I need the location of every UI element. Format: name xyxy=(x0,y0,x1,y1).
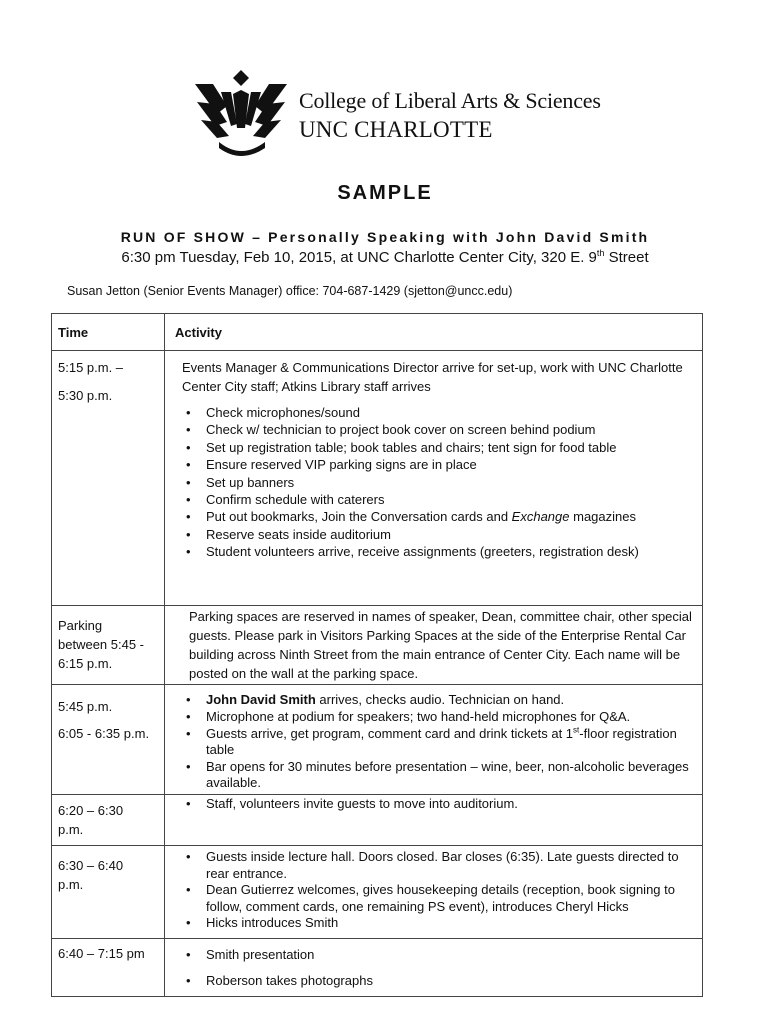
activity-list xyxy=(182,795,696,812)
activity-cell xyxy=(165,846,703,939)
list-item: • Smith presentation xyxy=(182,945,696,964)
list-item: • Set up banners xyxy=(182,474,696,491)
list-item: • Student volunteers arrive, receive assignments (greeters, registration desk) xyxy=(182,543,696,560)
list-item: • Check w/ technician to project book cover on screen behind podium xyxy=(182,421,696,438)
activity-list xyxy=(182,849,696,932)
event-dateline: 6:30 pm Tuesday, Feb 10, 2015, at UNC Charlotte Center City, 320 E. 9th Street xyxy=(121,248,649,266)
activity-header: Activity xyxy=(165,314,703,351)
activity-cell xyxy=(165,606,703,685)
table-row xyxy=(52,846,703,939)
table-row xyxy=(52,795,703,846)
list-item: • Put out bookmarks, Join the Conversation cards and Exchange magazines xyxy=(182,508,696,525)
college-logo xyxy=(193,68,303,160)
time-line: between 5:45 - xyxy=(58,637,145,652)
time-line: Parking xyxy=(58,618,103,633)
activity-list xyxy=(182,691,696,792)
contact-line: Susan Jetton (Senior Events Manager) office: 704-687-1429 (sjetton@uncc.edu) xyxy=(67,284,513,298)
time-cell xyxy=(52,685,165,795)
list-item: • Hicks introduces Smith xyxy=(182,915,696,932)
activity-cell xyxy=(165,685,703,795)
time-header: Time xyxy=(52,314,165,351)
activity-list xyxy=(182,945,696,990)
list-item: • Reserve seats inside auditorium xyxy=(182,526,696,543)
list-item: • Set up registration table; book tables and chairs; tent sign for food table xyxy=(182,439,696,456)
table-row xyxy=(52,939,703,997)
list-item: • Roberson takes photographs xyxy=(182,971,696,990)
table-row xyxy=(52,606,703,685)
list-item: • Guests arrive, get program, comment card and drink tickets at 1st-floor registration table xyxy=(182,726,696,759)
time-cell xyxy=(52,939,165,997)
time-cell xyxy=(52,351,165,606)
activity-cell xyxy=(165,351,703,606)
time-line: p.m. xyxy=(58,877,84,892)
table-row xyxy=(52,685,703,795)
time-line: 6:40 – 7:15 pm xyxy=(58,946,145,961)
activity-cell xyxy=(165,939,703,997)
list-item: • Dean Gutierrez welcomes, gives housekeeping details (reception, book signing to follow, comment cards, one remaining PS event), introduces Cheryl Hicks xyxy=(182,882,696,915)
activity-text: Parking spaces are reserved in names of speaker, Dean, committee chair, other special guests. Please park in Visitors Parking Spaces at the side of the Enterprise Rental Car building across Ninth Street from the main entrance of Center City. Each name will be posted on the wall at the parking space. xyxy=(189,609,692,681)
college-name: College of Liberal Arts & Sciences xyxy=(299,88,601,113)
list-item: • Ensure reserved VIP parking signs are in place xyxy=(182,456,696,473)
list-item: • John David Smith arrives, checks audio. Technician on hand. xyxy=(182,691,696,708)
activity-list xyxy=(182,404,696,561)
time-cell xyxy=(52,846,165,939)
time-cell xyxy=(52,795,165,846)
time-line: p.m. xyxy=(58,822,84,837)
list-item: • Microphone at podium for speakers; two hand-held microphones for Q&A. xyxy=(182,708,696,725)
list-item: • Guests inside lecture hall. Doors closed. Bar closes (6:35). Late guests directed to rear entrance. xyxy=(182,849,696,882)
time-line: 6:15 p.m. xyxy=(58,656,113,671)
list-item: • Confirm schedule with caterers xyxy=(182,491,696,508)
time-line: 5:30 p.m. xyxy=(58,388,113,403)
list-item: • Bar opens for 30 minutes before presentation – wine, beer, non-alcoholic beverages available. xyxy=(182,759,696,792)
time-line: 6:20 – 6:30 xyxy=(58,803,124,818)
activity-cell xyxy=(165,795,703,846)
activity-text: Events Manager & Communications Director arrive for set-up, work with UNC Charlotte Center City staff; Atkins Library staff arrives xyxy=(182,360,683,394)
time-line: 5:15 p.m. – xyxy=(58,360,124,375)
time-line: 5:45 p.m. xyxy=(58,699,113,714)
time-line: 6:30 – 6:40 xyxy=(58,858,124,873)
subtitle: RUN OF SHOW – Personally Speaking with John David Smith xyxy=(120,229,650,245)
run-of-show-table xyxy=(51,313,703,997)
list-item: • Staff, volunteers invite guests to move into auditorium. xyxy=(182,795,696,812)
table-row xyxy=(52,351,703,606)
table-header-row xyxy=(52,314,703,351)
page-title: SAMPLE xyxy=(337,182,433,204)
time-cell xyxy=(52,606,165,685)
list-item: • Check microphones/sound xyxy=(182,404,696,421)
time-line: 6:05 - 6:35 p.m. xyxy=(58,726,150,741)
university-name: UNC CHARLOTTE xyxy=(299,117,493,142)
